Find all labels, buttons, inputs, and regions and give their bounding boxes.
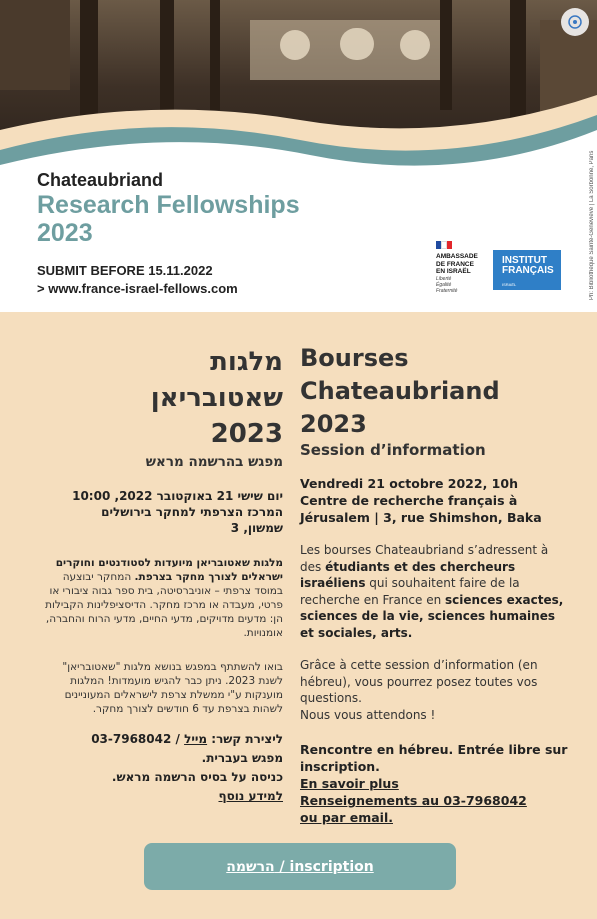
he-address: שמשון, 3 bbox=[230, 521, 283, 535]
ambassade-logo bbox=[436, 241, 478, 294]
institut-country: ISRAËL bbox=[502, 282, 517, 287]
photo-credit: Ph: Bibliothèque Sainte-Geneviève | La Sorbonne, Paris bbox=[589, 150, 595, 300]
he-more-info-link[interactable]: למידע נוסף bbox=[218, 789, 283, 803]
he-venue: המרכז הצרפתי למחקר בירושלים bbox=[101, 505, 283, 519]
fr-p1-text: Les bourses Chateaubriand s’adressent à des bbox=[300, 543, 549, 574]
french-column bbox=[300, 342, 570, 826]
accessibility-button[interactable] bbox=[561, 8, 589, 36]
website-link[interactable]: > www.france-israel-fellows.com bbox=[37, 281, 238, 296]
he-contact-block bbox=[40, 730, 283, 806]
brand-name: Chateaubriand bbox=[37, 170, 164, 190]
fr-paragraph-2 bbox=[300, 657, 570, 723]
fr-p3-text: Nous vous attendons ! bbox=[300, 707, 436, 722]
he-p1-rest: המחקר יבוצעה במוסד צרפתי – אוניברסיטה, בית ספר גבוה ציבורי או פרטי, מעבדה או מרכז מחקר. הדיסציפלינות הקבילות הן: מדעים מדויקים, מדעי החיים, מדעי הרוח והחברה, אומנויות. bbox=[45, 571, 283, 639]
institut-francais-logo bbox=[493, 250, 561, 290]
fr-subtitle: Session d’information bbox=[300, 441, 486, 459]
he-paragraph-1 bbox=[40, 556, 283, 640]
fr-title-1: Bourses bbox=[300, 344, 409, 372]
fr-date: Vendredi 21 octobre 2022, 10h bbox=[300, 476, 518, 491]
institut-line: INSTITUT bbox=[502, 255, 547, 266]
fr-phone-link[interactable]: Renseignements au 03-7968042 bbox=[300, 793, 527, 808]
motto-line: Liberté bbox=[436, 275, 452, 282]
fr-address: Jérusalem | 3, rue Shimshon, Baka bbox=[300, 510, 542, 525]
he-event-info bbox=[40, 488, 283, 536]
fr-more-link[interactable]: En savoir plus bbox=[300, 776, 399, 791]
ambassade-line: AMBASSADE bbox=[436, 253, 478, 260]
register-button[interactable]: הרשמה / inscription bbox=[144, 843, 456, 890]
he-p1-bold: מלגות שאטובריאן מיועדות לסטודנטים וחוקרים ישראלים לצורך מחקר בצרפת. bbox=[55, 557, 283, 583]
fr-email-link[interactable]: ou par email. bbox=[300, 810, 393, 825]
fr-title-3: 2023 bbox=[300, 410, 367, 438]
hebrew-column bbox=[40, 344, 283, 806]
he-contact-line bbox=[40, 730, 283, 749]
institut-line: FRANÇAIS bbox=[502, 265, 554, 276]
accessibility-icon bbox=[567, 14, 583, 30]
ambassade-line: DE FRANCE bbox=[436, 260, 474, 268]
fr-p1-bold: sciences exactes, sciences de la vie, sciences humaines et sociales, arts. bbox=[300, 592, 564, 640]
header-banner bbox=[0, 0, 597, 312]
french-flag-icon bbox=[436, 241, 452, 249]
fr-event-info bbox=[300, 475, 570, 526]
fr-paragraph-1 bbox=[300, 542, 570, 641]
fr-links-block bbox=[300, 741, 570, 826]
library-photo bbox=[0, 0, 597, 175]
he-registration-note: כניסה על בסיס הרשמה מראש. bbox=[111, 770, 283, 784]
fr-p1-text: qui souhaitent faire de la recherche en France en bbox=[300, 576, 520, 607]
he-title-2: שאטובריאן bbox=[150, 383, 283, 413]
fr-p1-bold: étudiants et des chercheurs israéliens bbox=[300, 559, 516, 590]
motto-line: Fraternité bbox=[436, 287, 458, 294]
he-title-1: מלגות bbox=[210, 347, 283, 377]
he-mail-link[interactable]: מייל bbox=[184, 732, 208, 746]
ambassade-line: EN ISRAËL bbox=[436, 268, 471, 275]
content-area bbox=[0, 312, 597, 919]
he-paragraph-2: בואו להשתתף במפגש בנושא מלגות "שאטובריאן" לשנת 2023. ניתן כבר להגיש מועמדות! המלגות מוענקות ע"י ממשלת צרפת לישראלים המעוניינים לשהות בצרפת עד 6 חודשים לצורך מחקר. bbox=[62, 661, 283, 715]
he-contact-prefix: ליצירת קשר: bbox=[211, 732, 283, 746]
brand-block bbox=[37, 170, 300, 296]
fr-venue: Centre de recherche français à bbox=[300, 493, 518, 508]
fr-registration-note: Rencontre en hébreu. Entrée libre sur inscription. bbox=[300, 742, 568, 774]
submit-deadline: SUBMIT BEFORE 15.11.2022 bbox=[37, 263, 213, 278]
he-subtitle: מפגש בהרשמה מראש bbox=[145, 454, 283, 470]
he-language-note: מפגש בעברית. bbox=[201, 751, 283, 765]
he-date: יום שישי 21 באוקטובר 2022, 10:00 bbox=[72, 489, 283, 503]
fr-title-2: Chateaubriand bbox=[300, 377, 500, 405]
fr-p2-text: Grâce à cette session d’information (en hébreu), vous pourrez posez toutes vos questions. bbox=[300, 658, 538, 705]
motto-line: Égalité bbox=[436, 281, 452, 288]
brand-year: 2023 bbox=[37, 219, 93, 247]
he-phone: / 03-7968042 bbox=[91, 732, 180, 746]
he-title-3: 2023 bbox=[210, 419, 283, 449]
brand-title: Research Fellowships bbox=[37, 191, 300, 219]
